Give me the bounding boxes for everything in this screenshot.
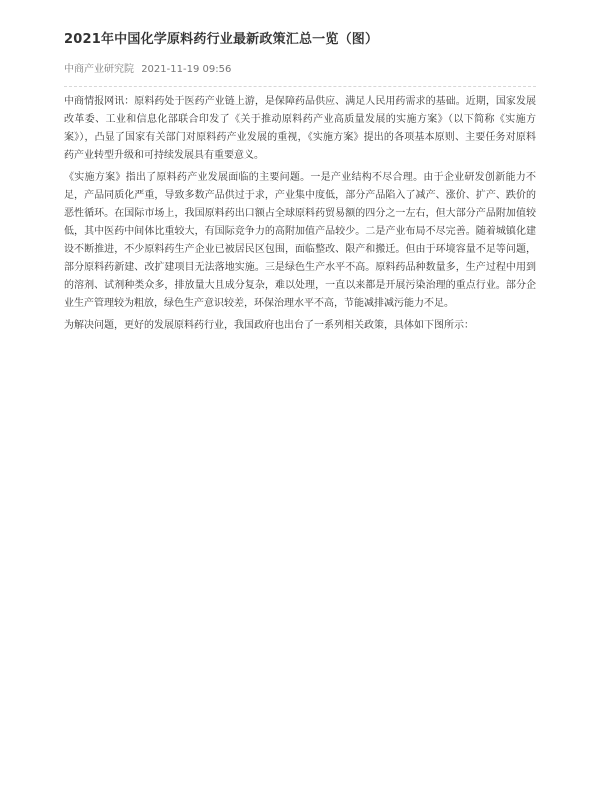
article-title: 2021年中国化学原料药行业最新政策汇总一览（图） — [64, 32, 379, 47]
article-paragraph: 《实施方案》指出了原料药产业发展面临的主要问题。一是产业结构不尽合理。由于企业研发创新能力不足，产品同质化严重，导致多数产品供过于求，产业集中度低，部分产品陷入了减产、涨价、扩产、跌价的恶性循环。在国际市场上，我国原料药出口额占全球原料药贸易额的四分之一左右，但大部分产品附加值较低，其中医药中间体比重较大，有国际竞争力的高附加值产品较少。二是产业布局不尽完善。随着城镇化建设不断推进，不少原料药生产企业已被居民区包围，面临整改、限产和搬迁。但由于环境容量不足等问题，部分原料药新建、改扩建项目无法落地实施。三是绿色生产水平不高。原料药品种数量多，生产过程中用到的溶剂、试剂种类众多，排放量大且成分复杂，难以处理，一直以来都是开展污染治理的重点行业。部分企业生产管理较为粗放，绿色生产意识较差，环保治理水平不高，节能减排减污能力不足。 — [64, 172, 536, 309]
article-date: 2021-11-19 09:56 — [141, 64, 232, 75]
article-source: 中商产业研究院 — [64, 64, 134, 75]
article-paragraph: 为解决问题，更好的发展原料药行业，我国政府也出台了一系列相关政策，具体如下图所示： — [64, 320, 474, 331]
article-meta — [64, 63, 536, 87]
article-body — [64, 93, 536, 335]
article-paragraph: 中商情报网讯：原料药处于医药产业链上游，是保障药品供应、满足人民用药需求的基础。近期，国家发展改革委、工业和信息化部联合印发了《关于推动原料药产业高质量发展的实施方案》（以下简称《实施方案》），凸显了国家有关部门对原料药产业发展的重视，《实施方案》提出的各项基本原则、主要任务对原料药产业转型升级和可持续发展具有重要意义。 — [64, 96, 536, 161]
